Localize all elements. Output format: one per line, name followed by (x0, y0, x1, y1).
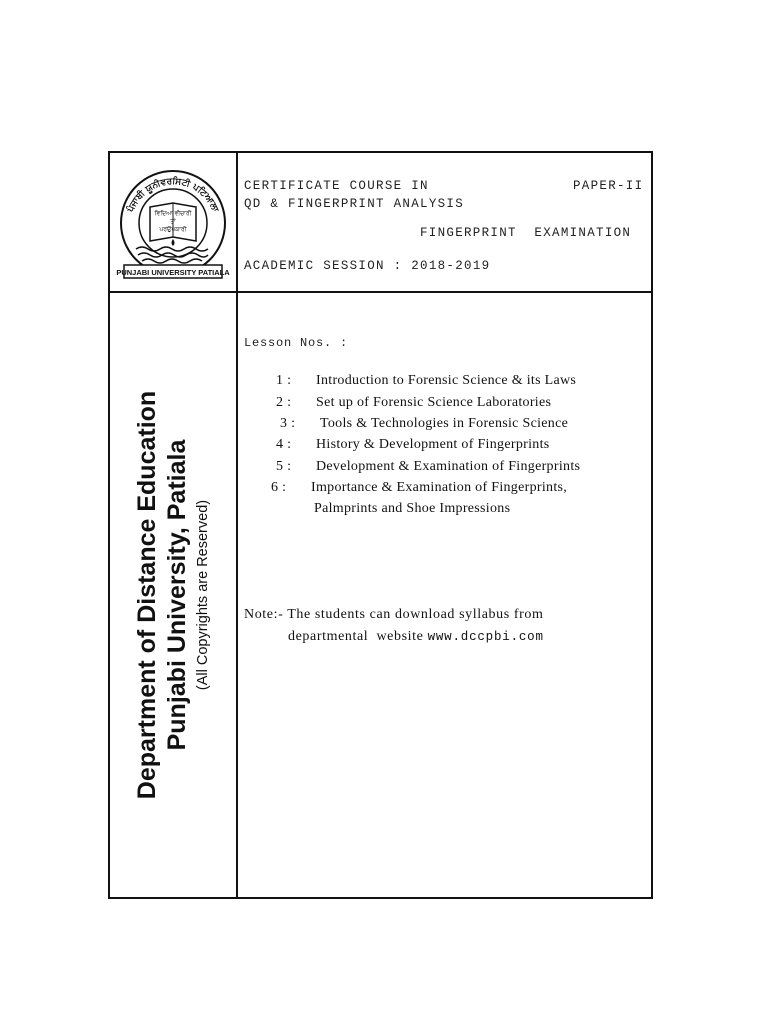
lesson-number: 3 : (280, 416, 296, 431)
vertical-divider (236, 153, 238, 897)
lesson-number: 6 : (271, 480, 287, 495)
cover-frame (108, 151, 653, 899)
lesson-title: Importance & Examination of Fingerprints, (311, 480, 568, 495)
lesson-item (276, 459, 580, 475)
lesson-number: 5 : (276, 459, 292, 474)
department-name: Department of Distance Education (133, 390, 161, 800)
unit-title: FINGERPRINT EXAMINATION (420, 226, 632, 240)
lesson-item (271, 480, 567, 496)
note-line-2 (288, 629, 544, 645)
lesson-number: 1 : (276, 373, 292, 388)
lesson-item (276, 373, 576, 389)
paper-label: PAPER-II (573, 179, 644, 193)
copyright-notice: (All Copyrights are Reserved) (195, 499, 211, 691)
lesson-title: Tools & Technologies in Forensic Science (320, 416, 569, 431)
lesson-title: History & Development of Fingerprints (316, 437, 550, 452)
logo-caption: PUNJABI UNIVERSITY PATIALA (116, 268, 230, 277)
lesson-item (276, 395, 551, 411)
lesson-title: Set up of Forensic Science Laboratories (316, 395, 552, 410)
lessons-heading: Lesson Nos. : (244, 336, 349, 350)
note-website-label: departmental website (288, 629, 424, 644)
academic-session: ACADEMIC SESSION : 2018-2019 (244, 259, 491, 273)
lesson-title: Introduction to Forensic Science & its Laws (316, 373, 577, 388)
university-name: Punjabi University, Patiala (163, 439, 191, 751)
lesson-number: 4 : (276, 437, 292, 452)
course-line: CERTIFICATE COURSE IN (244, 179, 429, 193)
lesson-item (276, 437, 550, 453)
lesson-number: 2 : (276, 395, 292, 410)
website-link[interactable]: www.dccpbi.com (427, 630, 544, 644)
logo-cell (110, 153, 236, 291)
lesson-title: Development & Examination of Fingerprints (316, 459, 581, 474)
note-line-1: Note:- The students can download syllabus from (244, 607, 544, 622)
logo-book-line-3: ਪਰਉਪਕਾਰੀ (159, 226, 187, 233)
logo-book-line-1: ਵਿਦਿਆ ਵੀਚਾਰੀ (154, 210, 192, 217)
university-logo (114, 161, 232, 285)
sidebar (110, 293, 236, 897)
lesson-item (280, 416, 568, 432)
logo-book-line-2: ਤਾਂ (170, 218, 176, 225)
lesson-continuation: Palmprints and Shoe Impressions (314, 501, 511, 516)
subject-line: QD & FINGERPRINT ANALYSIS (244, 197, 465, 211)
logo-arc-text: ਪੰਜਾਬੀ ਯੂਨੀਵਰਸਿਟੀ ਪਟਿਆਲਾ (125, 176, 221, 214)
